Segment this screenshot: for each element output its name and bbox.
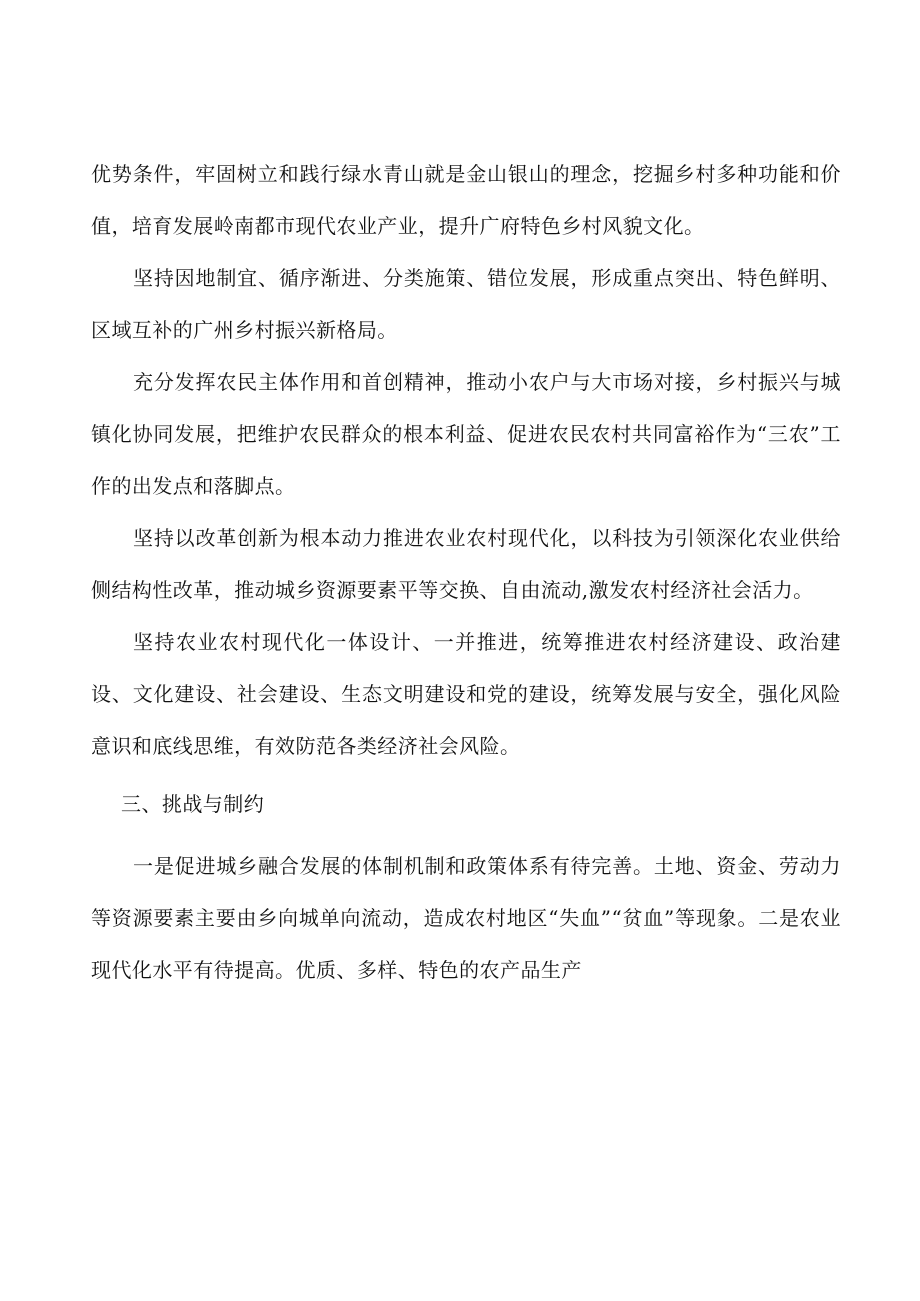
paragraph-challenges: 一是促进城乡融合发展的体制机制和政策体系有待完善。土地、资金、劳动力等资源要素主要由乡向城单向流动，造成农村地区“失血”“贫血”等现象。二是农业现代化水平有待提高。优质、多样、特色的农产品生产 xyxy=(91,854,841,982)
paragraph-local-conditions: 坚持因地制宜、循序渐进、分类施策、错位发展，形成重点突出、特色鲜明、区域互补的广州乡村振兴新格局。 xyxy=(91,266,841,342)
paragraph-integrated-design: 坚持农业农村现代化一体设计、一并推进，统筹推进农村经济建设、政治建设、文化建设、社会建设、生态文明建设和党的建设，统筹发展与安全，强化风险意识和底线思维，有效防范各类经济社会风险。 xyxy=(91,630,841,758)
document-body xyxy=(91,148,841,996)
paragraph-continuation: 优势条件，牢固树立和践行绿水青山就是金山银山的理念，挖掘乡村多种功能和价值，培育发展岭南都市现代农业产业，提升广府特色乡村风貌文化。 xyxy=(91,162,841,238)
section-heading: 三、挑战与制约 xyxy=(121,792,265,816)
paragraph-reform-innovation: 坚持以改革创新为根本动力推进农业农村现代化，以科技为引领深化农业供给侧结构性改革，推动城乡资源要素平等交换、自由流动,激发农村经济社会活力。 xyxy=(91,526,841,602)
paragraph-farmers-role: 充分发挥农民主体作用和首创精神，推动小农户与大市场对接，乡村振兴与城镇化协同发展，把维护农民群众的根本利益、促进农民农村共同富裕作为“三农”工作的出发点和落脚点。 xyxy=(91,370,841,498)
